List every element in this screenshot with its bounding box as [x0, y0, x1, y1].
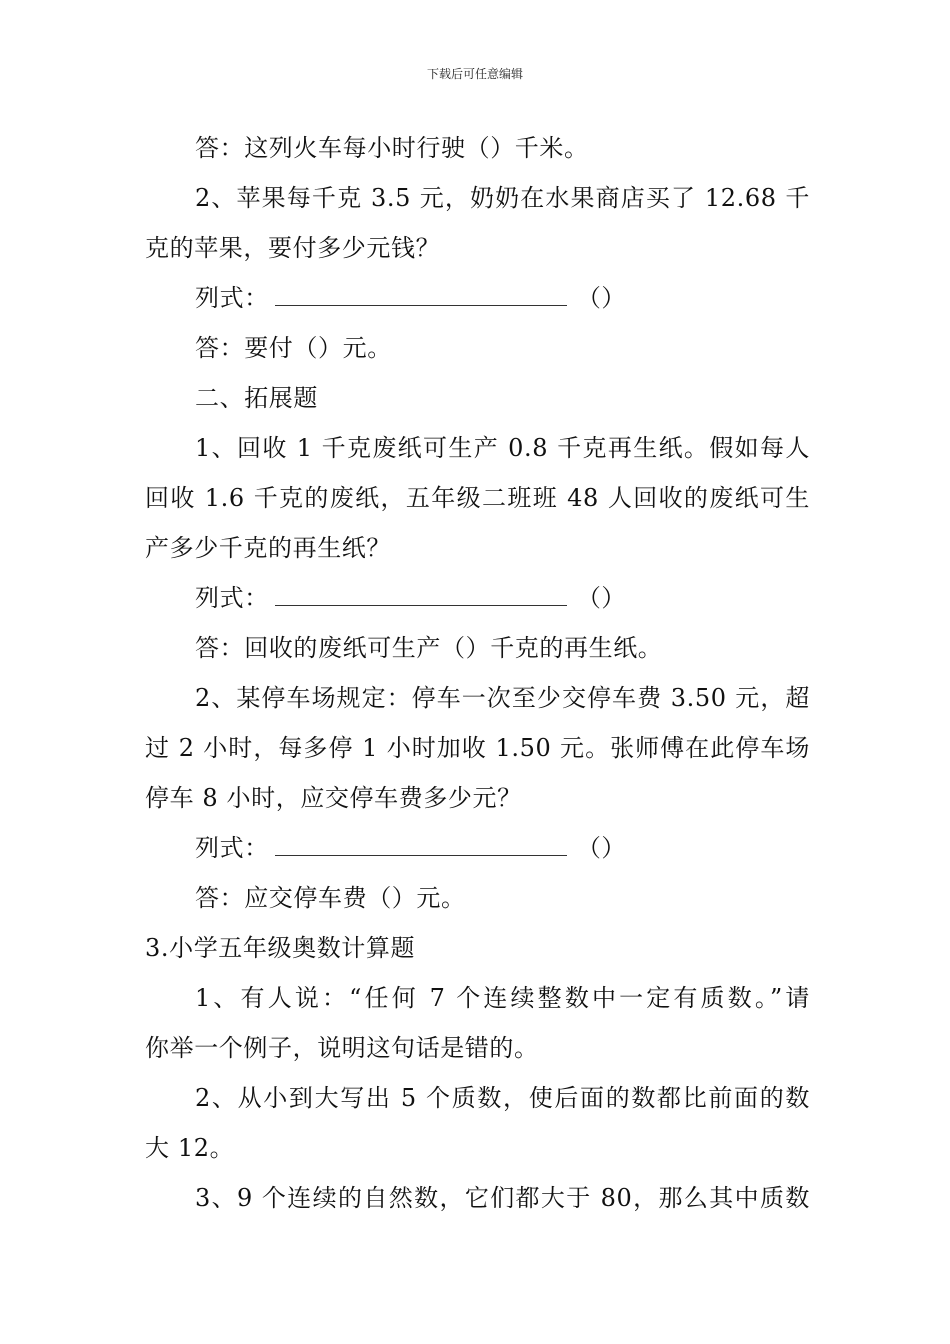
question-paper-line2: 回收 1.6 千克的废纸，五年级二班班 48 人回收的废纸可生: [145, 484, 810, 512]
formula-parentheses: （）: [576, 584, 627, 612]
question-five-primes-line1: 2、从小到大写出 5 个质数，使后面的数都比前面的数: [195, 1084, 810, 1112]
formula-answer-blank[interactable]: [275, 833, 567, 856]
formula-answer-blank[interactable]: [275, 583, 567, 606]
section-heading-olympiad: 3.小学五年级奥数计算题: [145, 934, 416, 962]
question-five-primes-line2: 大 12。: [145, 1134, 235, 1162]
section-heading-extension: 二、拓展题: [195, 384, 318, 412]
question-parking-line3: 停车 8 小时，应交停车费多少元？: [145, 784, 522, 812]
question-parking-line1: 2、某停车场规定：停车一次至少交停车费 3.50 元，超: [195, 684, 810, 712]
question-paper-line3: 产多少千克的再生纸？: [145, 534, 391, 562]
page-header: 下载后可任意编辑: [426, 67, 523, 81]
answer-parking-fee: 答：应交停车费（）元。: [195, 884, 466, 912]
formula-label: 列式：: [195, 834, 269, 862]
answer-recycled-paper: 答：回收的废纸可生产（）千克的再生纸。: [195, 634, 663, 662]
question-apple-line1: 2、苹果每千克 3.5 元，奶奶在水果商店买了 12.68 千: [195, 184, 810, 212]
question-prime-line1: 1、有人说：“任何 7 个连续整数中一定有质数。”请: [195, 984, 810, 1012]
formula-row-parking: [195, 831, 810, 865]
formula-answer-blank[interactable]: [275, 283, 567, 306]
formula-row-paper: [195, 581, 810, 615]
formula-label: 列式：: [195, 584, 269, 612]
question-parking-line2: 过 2 小时，每多停 1 小时加收 1.50 元。张师傅在此停车场: [145, 734, 810, 762]
answer-apple-cost: 答：要付（）元。: [195, 334, 392, 362]
answer-train-speed: 答：这列火车每小时行驶（）千米。: [195, 134, 589, 162]
formula-label: 列式：: [195, 284, 269, 312]
question-paper-line1: 1、回收 1 千克废纸可生产 0.8 千克再生纸。假如每人: [195, 434, 810, 462]
formula-parentheses: （）: [576, 284, 627, 312]
question-apple-line2: 克的苹果，要付多少元钱？: [145, 234, 441, 262]
formula-parentheses: （）: [576, 834, 627, 862]
question-nine-numbers-line1: 3、9 个连续的自然数，它们都大于 80，那么其中质数: [195, 1184, 810, 1212]
formula-row-apple: [195, 281, 810, 315]
question-prime-line2: 你举一个例子，说明这句话是错的。: [145, 1034, 539, 1062]
